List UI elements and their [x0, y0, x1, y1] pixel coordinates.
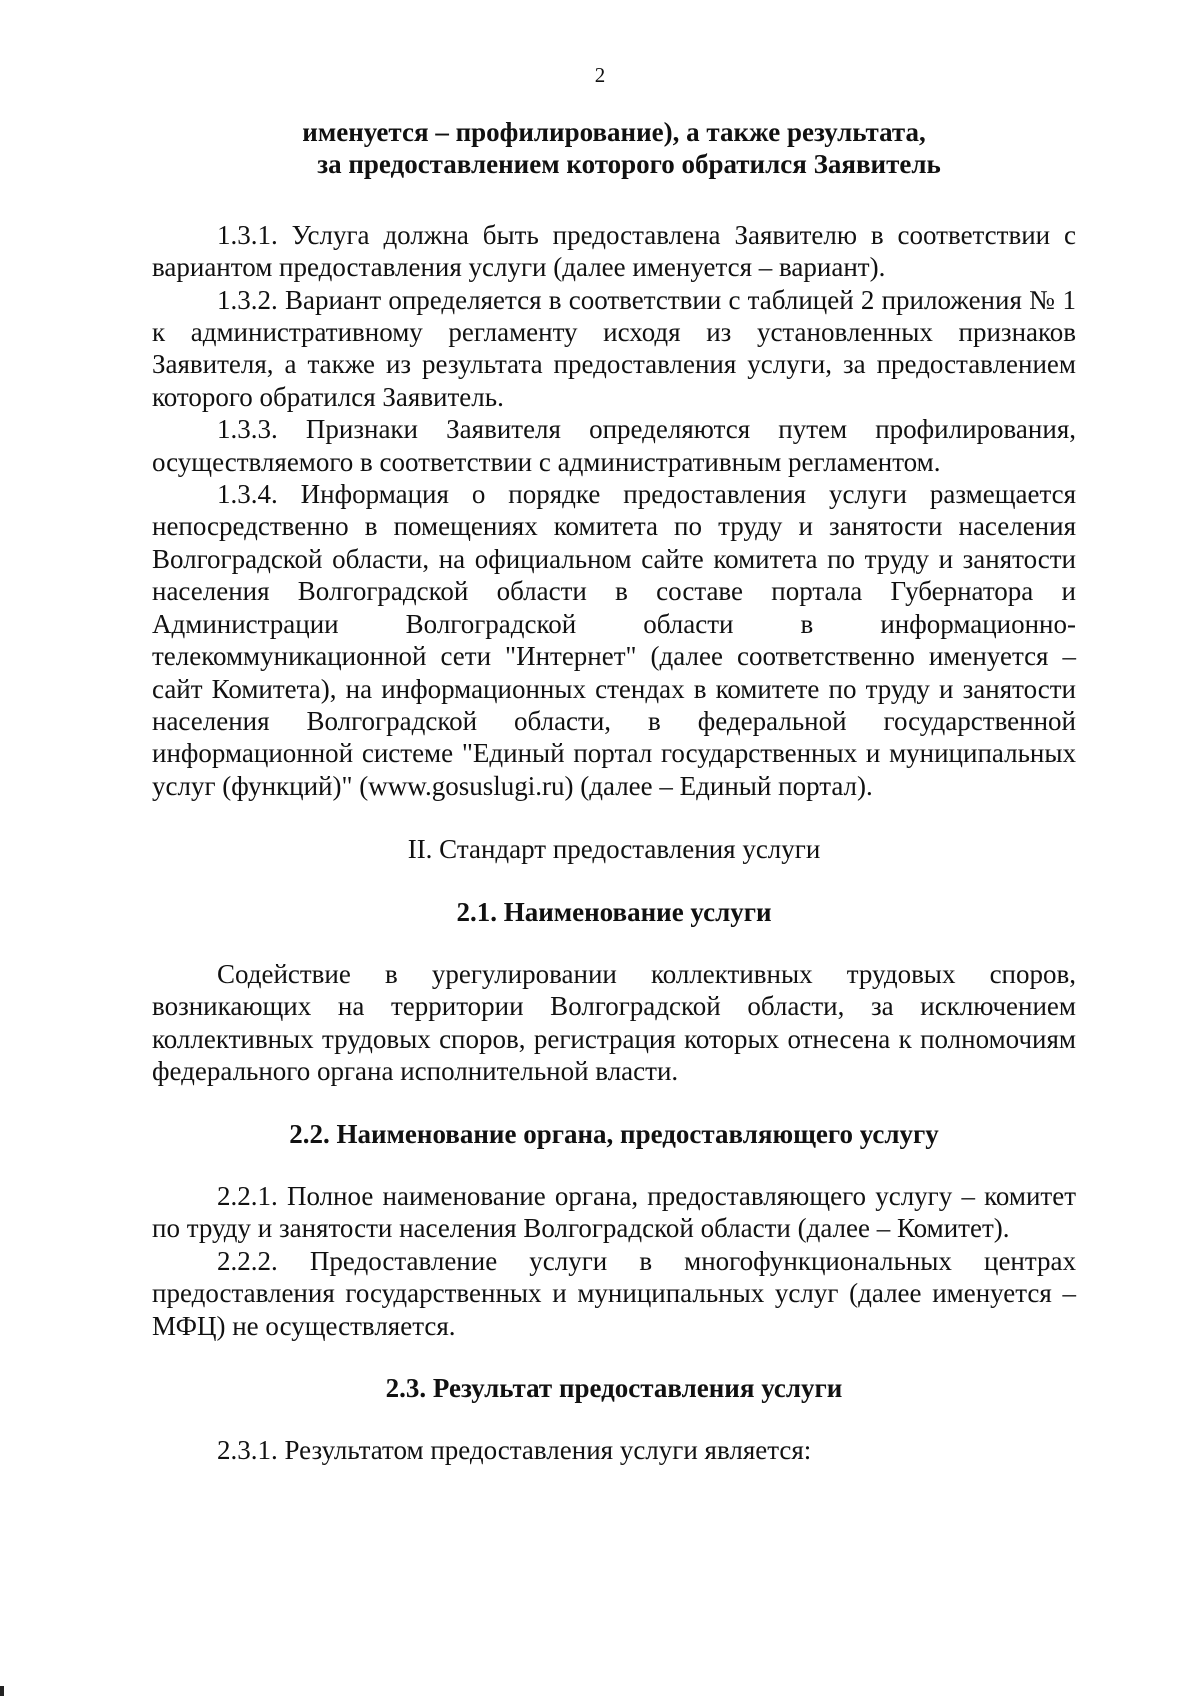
subsection-2-3-title: 2.3. Результат предоставления услуги — [385, 1373, 843, 1403]
subsection-2-1-text: Содействие в урегулировании коллективных трудовых споров, возникающих на территории Волгоградской области, за исключением коллективных трудовых споров, регистрация которых отнесена к полномочиям федерального органа исполнительной власти. — [152, 958, 1076, 1087]
subsection-2-1-title: 2.1. Наименование услуги — [456, 896, 772, 927]
section-2-title: II. Стандарт предоставления услуги — [407, 834, 821, 865]
paragraph-1-3-3: 1.3.3. Признаки Заявителя определяются путем профилирования, осуществляемого в соответствии с административным регламентом. — [152, 414, 1076, 477]
page-number: 2 — [594, 63, 606, 87]
paragraph-1-3-2: 1.3.2. Вариант определяется в соответствии с таблицей 2 приложения № 1 к административному регламенту исходя из установленных признаков Заявителя, а также из результата предоставления услуги, за предоставлением которого обратился Заявитель. — [152, 284, 1076, 412]
paragraph-1-3-4: 1.3.4. Информация о порядке предоставления услуги размещается непосредственно в помещениях комитета по труду и занятости населения Волгоградской области, на официальном сайте комитета по труду и занятости населения Волгоградской области в составе портала Губернатора и Администрации Волгоградской области в информационно-телекоммуникационной сети "Интернет" (далее соответственно именуется – сайт Комитета), на информационных стендах в комитете по труду и занятости населения Волгоградской области, в федеральной государственной информационной системе "Единый портал государственных и муниципальных услуг (функций)" (www.gosuslugi.ru) (далее – Единый портал). — [152, 479, 1076, 801]
heading-line-2: за предоставлением которого обратился Заявитель — [317, 149, 941, 180]
paragraph-1-3-1: 1.3.1. Услуга должна быть предоставлена Заявителю в соответствии с вариантом предоставления услуги (далее именуется – вариант). — [152, 219, 1076, 283]
document-body — [152, 116, 1076, 1467]
scan-margin-mark — [0, 1686, 4, 1696]
paragraph-2-2-2: 2.2.2. Предоставление услуги в многофункциональных центрах предоставления государственных и муниципальных услуг (далее именуется – МФЦ) не осуществляется. — [152, 1245, 1076, 1341]
section-heading-continuation — [152, 116, 1076, 181]
heading-line-1: именуется – профилирование), а также результата, — [302, 117, 926, 147]
paragraph-2-3-1: 2.3.1. Результатом предоставления услуги является: — [217, 1435, 812, 1466]
subsection-2-2-title: 2.2. Наименование органа, предоставляющего услугу — [289, 1118, 939, 1149]
paragraph-2-2-1: 2.2.1. Полное наименование органа, предоставляющего услугу – комитет по труду и занятости населения Волгоградской области (далее – Комитет). — [152, 1180, 1076, 1244]
